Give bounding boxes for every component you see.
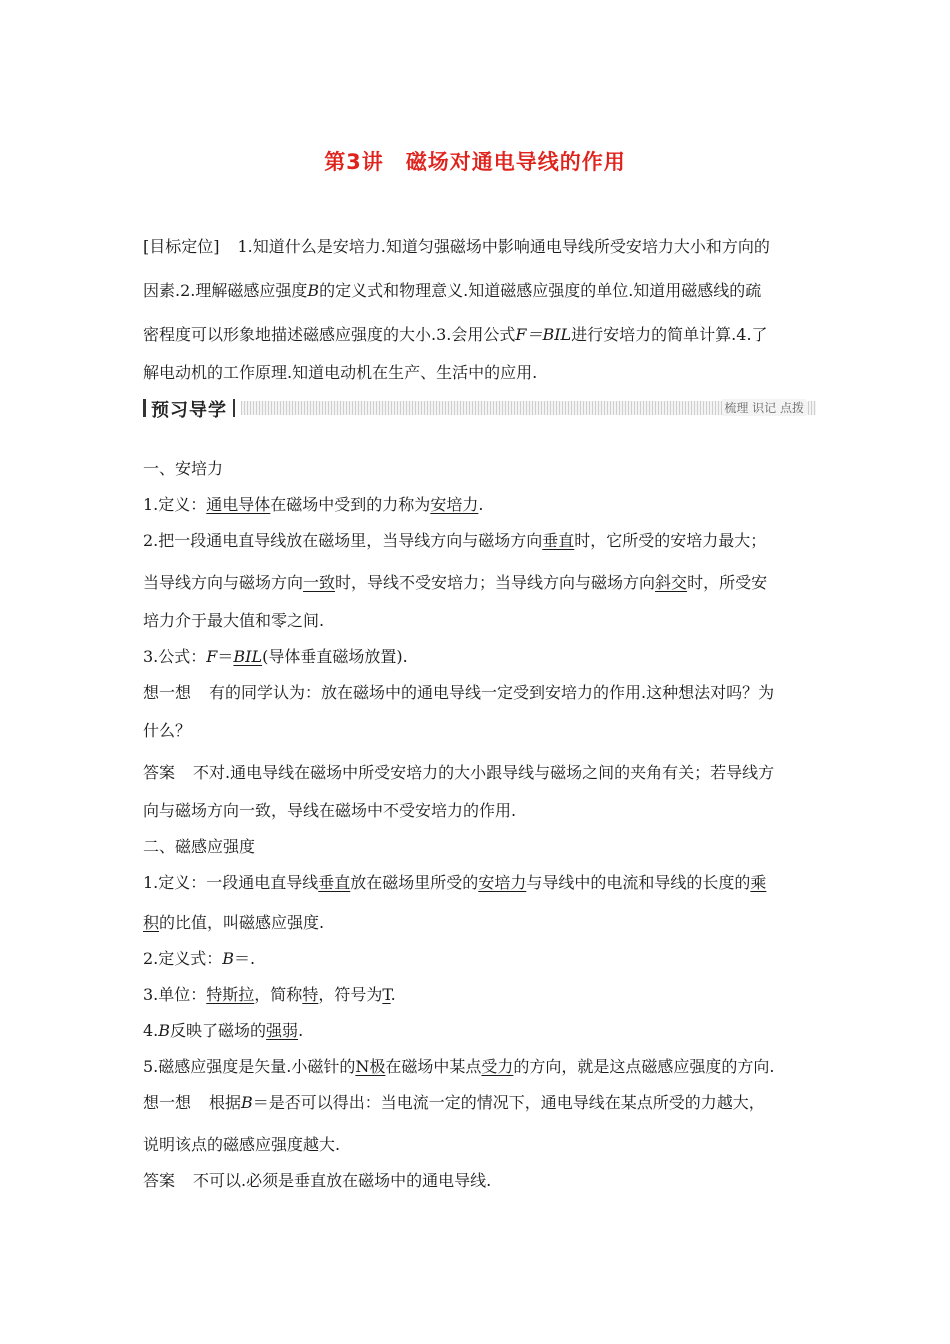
objectives-line-2: 因素.2.理解磁感应强度B的定义式和物理意义.知道磁感应强度的单位.知道用磁感线的疏: [143, 281, 762, 300]
section2-item-2: 2.定义式：B＝.: [143, 949, 256, 968]
lesson-number: 第3讲: [324, 150, 384, 174]
section2-item-4: 4.B反映了磁场的强弱.: [143, 1021, 304, 1040]
lesson-title: 磁场对通电导线的作用: [405, 150, 626, 174]
banner-label: 预习导学: [151, 400, 227, 421]
page-title: [0, 146, 950, 176]
section1-think-cont: 什么？: [143, 721, 192, 740]
section1-item-2-cont: 当导线方向与磁场方向一致时，导线不受安培力；当导线方向与磁场方向斜交时，所受安: [143, 573, 768, 592]
section2-item-1: 1.定义：一段通电直导线垂直放在磁场里所受的安培力与导线中的电流和导线的长度的乘: [143, 873, 767, 892]
section2-item-1-cont: 积的比值，叫磁感应强度.: [143, 913, 325, 932]
banner-tags: 梳理 识记 点拨: [724, 401, 804, 415]
section1-heading: 一、安培力: [143, 459, 224, 478]
section1-item-2: 2.把一段通电直导线放在磁场里，当导线方向与磁场方向垂直时，它所受的安培力最大；: [143, 531, 767, 550]
section2-heading: 二、磁感应强度: [143, 837, 256, 856]
section1-answer-cont: 向与磁场方向一致，导线在磁场中不受安培力的作用.: [143, 801, 517, 820]
banner-bar-left: [143, 399, 146, 417]
section1-item-1: 1.定义：通电导体在磁场中受到的力称为安培力.: [143, 495, 484, 514]
section2-item-5: 5.磁感应强度是矢量.小磁针的N极在磁场中某点受力的方向，就是这点磁感应强度的方向.: [143, 1057, 775, 1076]
section2-think-cont: 说明该点的磁感应强度越大.: [143, 1135, 341, 1154]
section1-item-3: 3.公式：F＝BIL(导体垂直磁场放置).: [143, 647, 408, 666]
objectives-line-3: 密程度可以形象地描述磁感应强度的大小.3.会用公式F＝BIL进行安培力的简单计算.4.了: [143, 325, 768, 344]
section1-item-2-end: 培力介于最大值和零之间.: [143, 611, 325, 630]
section2-think: 想一想 根据B＝是否可以得出：当电流一定的情况下，通电导线在某点所受的力越大，: [143, 1093, 765, 1112]
section2-answer: 答案 不可以.必须是垂直放在磁场中的通电导线.: [143, 1171, 492, 1190]
section1-think: 想一想 有的同学认为：放在磁场中的通电导线一定受到安培力的作用.这种想法对吗？为: [143, 683, 775, 702]
objectives-line-4: 解电动机的工作原理.知道电动机在生产、生活中的应用.: [143, 363, 538, 382]
section1-answer: 答案 不对.通电导线在磁场中所受安培力的大小跟导线与磁场之间的夹角有关；若导线方: [143, 763, 775, 782]
section-banner: [143, 395, 816, 421]
banner-bar-right: [233, 399, 235, 417]
objectives-line-1: [目标定位] 1.知道什么是安培力.知道匀强磁场中影响通电导线所受安培力大小和方向的: [143, 237, 770, 256]
section2-item-3: 3.单位：特斯拉，简称特，符号为T.: [143, 985, 396, 1004]
objectives-label: [目标定位]: [143, 237, 220, 256]
